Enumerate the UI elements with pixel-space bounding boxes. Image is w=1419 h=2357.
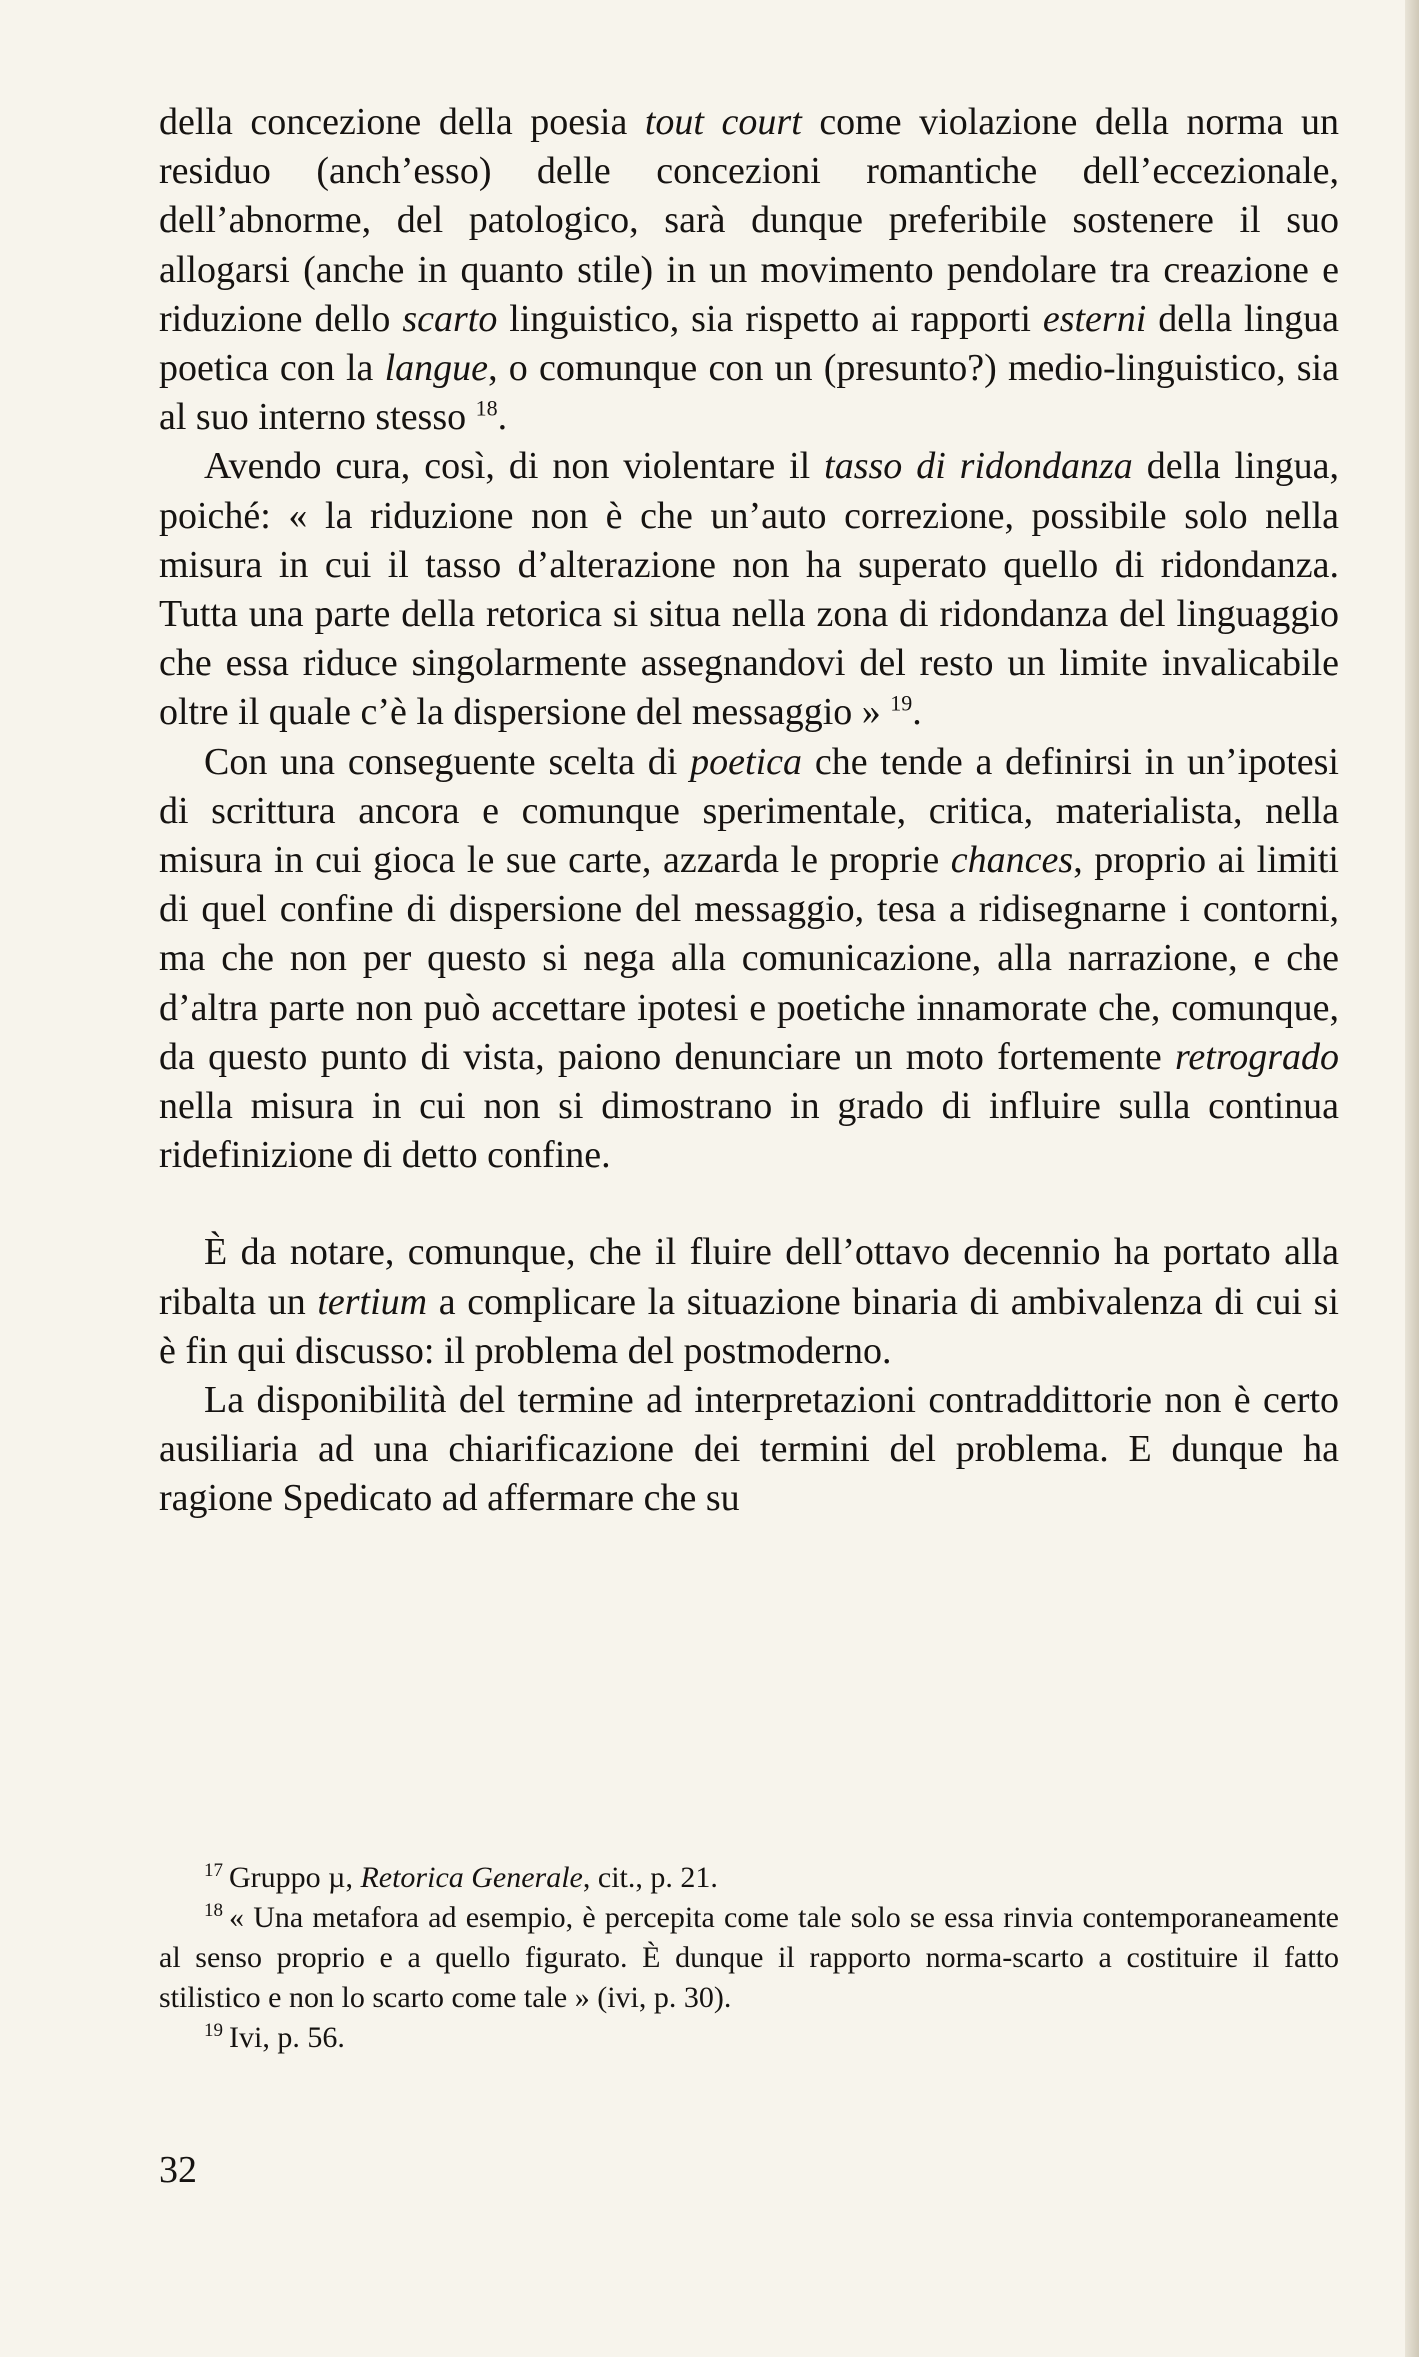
italic-text: tout court (644, 101, 802, 143)
footnote (159, 1898, 1339, 2018)
text-run: linguistico, sia rispetto ai rapporti (497, 297, 1043, 340)
italic-text: tasso di ridondanza (824, 445, 1133, 488)
italic-text: esterni (1042, 297, 1147, 340)
text-run: come violazione della norma un residuo (anch’esso) delle concezioni romantiche dell’eccezionale, dell’abnorme, del patologico, sarà dunque preferibile sostenere il suo allogarsi (anche in quanto stile) in un movimento pendolare tra creazione e riduzione dello (159, 101, 1340, 340)
paragraph (159, 738, 1339, 1181)
text-run: La disponibilità del termine ad interpretazioni contraddittorie non è certo ausiliaria ad una chiarificazione dei termini del problema. E dunque ha ragione Spedicato ad affermare che su (159, 1379, 1339, 1520)
footnote-number: 19 (204, 2020, 223, 2041)
text-run: della lingua poetica con la (159, 297, 1339, 390)
paragraph (159, 98, 1339, 442)
footnote-ref: 18 (475, 395, 498, 421)
text-run: Con una conseguente scelta di (204, 740, 691, 783)
text-run: È da notare, comunque, che il fluire dell’ottavo decennio ha portato alla ribalta un (159, 1231, 1339, 1323)
text-run: della concezione della poesia (159, 101, 645, 143)
italic-text: retrogrado (1175, 1035, 1339, 1078)
paragraph (159, 442, 1339, 737)
text-run: « Una metafora ad esempio, è percepita come tale solo se essa rinvia contemporaneamente al senso proprio e a quello figurato. È dunque il rapporto norma-scarto a costituire il fatto stilistico e non lo scarto come tale » (ivi, p. 30). (159, 1901, 1339, 2014)
text-run: , proprio ai limiti di quel confine di dispersione del messaggio, tesa a ridisegnarne i contorni, ma che non per questo si nega alla comunicazione, alla narrazione, e che d’altra parte non può accettare ipotesi e poetiche innamorate che, comunque, da questo punto di vista, paiono denunciare un moto fortemente (159, 839, 1339, 1078)
paragraph (159, 1228, 1339, 1376)
footnote-number: 17 (204, 1860, 223, 1881)
text-run: Avendo cura, così, di non violentare il (204, 445, 825, 488)
text-run: Ivi, p. 56. (229, 2021, 345, 2054)
footnotes (159, 1858, 1339, 2058)
text-run: Gruppo µ, (229, 1861, 361, 1894)
italic-text: Retorica Generale (360, 1861, 583, 1894)
italic-text: langue (384, 347, 489, 390)
italic-text: chances (950, 839, 1074, 882)
text-run: a complicare la situazione binaria di ambivalenza di cui si è fin qui discusso: il problema del postmoderno. (159, 1280, 1339, 1372)
page-number: 32 (159, 2149, 197, 2191)
footnote (159, 1858, 1339, 1898)
text-run: , cit., p. 21. (582, 1861, 718, 1894)
text-run: della lingua, poiché: « la riduzione non è che un’auto correzione, possibile solo nella misura in cui il tasso d’alterazione non ha superato quello di ridondanza. Tutta una parte della retorica si situa nella zona di ridondanza del linguaggio che essa riduce singolarmente assegnandovi del resto un limite invalicabile oltre il quale c’è la dispersione del messaggio » (159, 445, 1339, 734)
italic-text: scarto (402, 297, 498, 340)
footnote-ref: 19 (890, 690, 913, 716)
page-edge (1405, 0, 1419, 2357)
footnote-number: 18 (204, 1900, 223, 1921)
text-run: . (912, 691, 922, 734)
italic-text: poetica (690, 740, 803, 783)
text-run: , o comunque con un (presunto?) medio-linguistico, sia al suo interno stesso (159, 347, 1339, 439)
body-text (159, 98, 1339, 1524)
italic-text: tertium (317, 1280, 428, 1323)
text-run: . (497, 396, 508, 439)
paragraph (159, 1376, 1339, 1524)
text-run: nella misura in cui non si dimostrano in grado di influire sulla continua ridefinizione di detto confine. (159, 1085, 1339, 1177)
text-run: che tende a definirsi in un’ipotesi di scrittura ancora e comunque sperimentale, critica, materialista, nella misura in cui gioca le sue carte, azzarda le proprie (159, 740, 1339, 882)
footnote (159, 2018, 1339, 2058)
